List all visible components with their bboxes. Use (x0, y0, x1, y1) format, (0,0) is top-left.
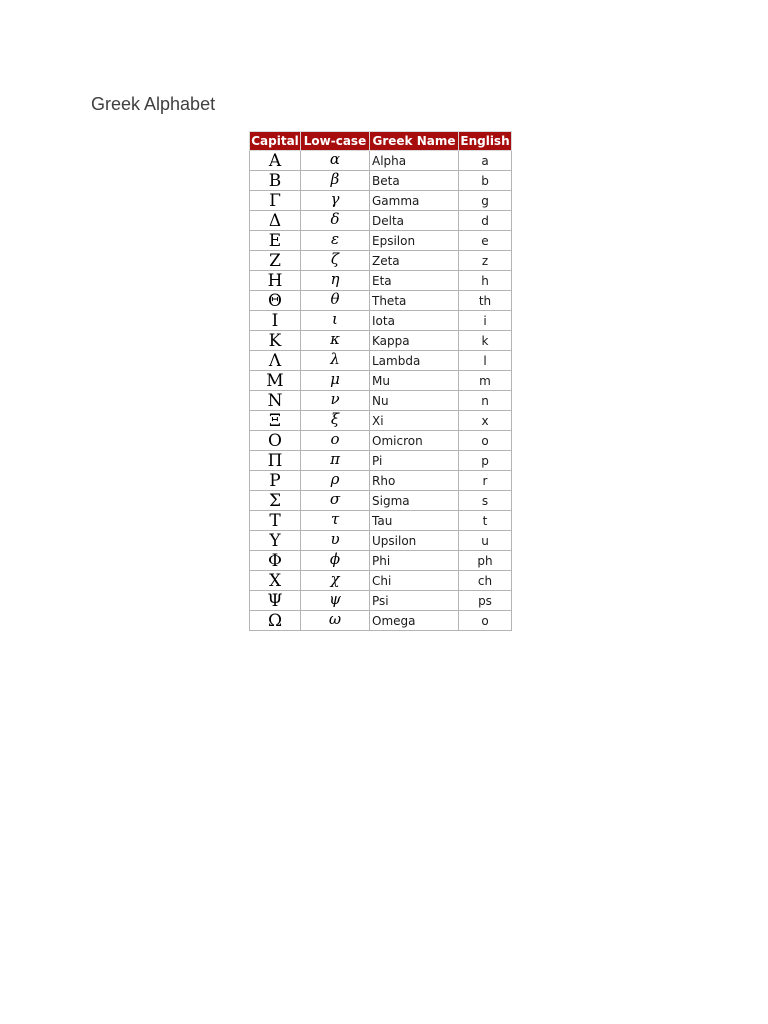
table-row (250, 231, 512, 251)
page-title: Greek Alphabet (91, 94, 216, 114)
table-row (250, 351, 512, 371)
table-row (250, 571, 512, 591)
greek-name-cell: Alpha (370, 151, 459, 171)
capital-letter-cell: Θ (250, 291, 301, 311)
table-row (250, 171, 512, 191)
greek-name-cell: Omega (370, 611, 459, 631)
capital-letter-cell: Δ (250, 211, 301, 231)
table-row (250, 611, 512, 631)
english-equivalent-cell: t (459, 511, 512, 531)
capital-letter-cell: Η (250, 271, 301, 291)
lowercase-letter-cell: ψ (301, 591, 370, 611)
greek-name-cell: Mu (370, 371, 459, 391)
lowercase-letter-cell: β (301, 171, 370, 191)
capital-letter-cell: Λ (250, 351, 301, 371)
lowercase-letter-cell: ι (301, 311, 370, 331)
lowercase-letter-cell: ε (301, 231, 370, 251)
lowercase-letter-cell: σ (301, 491, 370, 511)
table-row (250, 431, 512, 451)
lowercase-letter-cell: ο (301, 431, 370, 451)
lowercase-letter-cell: α (301, 151, 370, 171)
english-equivalent-cell: d (459, 211, 512, 231)
greek-name-cell: Theta (370, 291, 459, 311)
capital-letter-cell: Ε (250, 231, 301, 251)
lowercase-letter-cell: δ (301, 211, 370, 231)
table-row (250, 251, 512, 271)
table-body (250, 151, 512, 631)
lowercase-letter-cell: ϕ (301, 551, 370, 571)
capital-letter-cell: Χ (250, 571, 301, 591)
lowercase-letter-cell: κ (301, 331, 370, 351)
greek-name-cell: Lambda (370, 351, 459, 371)
capital-letter-cell: Γ (250, 191, 301, 211)
greek-name-cell: Eta (370, 271, 459, 291)
english-equivalent-cell: p (459, 451, 512, 471)
capital-letter-cell: Π (250, 451, 301, 471)
greek-name-cell: Zeta (370, 251, 459, 271)
greek-name-cell: Iota (370, 311, 459, 331)
english-equivalent-cell: n (459, 391, 512, 411)
column-header-greek-name: Greek Name (370, 132, 459, 151)
capital-letter-cell: Φ (250, 551, 301, 571)
table-row (250, 271, 512, 291)
english-equivalent-cell: k (459, 331, 512, 351)
english-equivalent-cell: o (459, 431, 512, 451)
greek-name-cell: Phi (370, 551, 459, 571)
table-row (250, 311, 512, 331)
greek-name-cell: Omicron (370, 431, 459, 451)
english-equivalent-cell: e (459, 231, 512, 251)
greek-name-cell: Pi (370, 451, 459, 471)
table-row (250, 511, 512, 531)
english-equivalent-cell: r (459, 471, 512, 491)
greek-name-cell: Nu (370, 391, 459, 411)
capital-letter-cell: Ξ (250, 411, 301, 431)
capital-letter-cell: Τ (250, 511, 301, 531)
lowercase-letter-cell: χ (301, 571, 370, 591)
lowercase-letter-cell: γ (301, 191, 370, 211)
table-row (250, 391, 512, 411)
lowercase-letter-cell: υ (301, 531, 370, 551)
greek-name-cell: Tau (370, 511, 459, 531)
greek-name-cell: Upsilon (370, 531, 459, 551)
table-row (250, 291, 512, 311)
english-equivalent-cell: s (459, 491, 512, 511)
capital-letter-cell: Υ (250, 531, 301, 551)
table-row (250, 151, 512, 171)
capital-letter-cell: Ζ (250, 251, 301, 271)
table-row (250, 371, 512, 391)
greek-name-cell: Gamma (370, 191, 459, 211)
table-row (250, 331, 512, 351)
greek-name-cell: Epsilon (370, 231, 459, 251)
capital-letter-cell: Α (250, 151, 301, 171)
english-equivalent-cell: z (459, 251, 512, 271)
lowercase-letter-cell: ζ (301, 251, 370, 271)
english-equivalent-cell: th (459, 291, 512, 311)
greek-name-cell: Delta (370, 211, 459, 231)
english-equivalent-cell: m (459, 371, 512, 391)
english-equivalent-cell: o (459, 611, 512, 631)
table-row (250, 191, 512, 211)
greek-name-cell: Sigma (370, 491, 459, 511)
greek-name-cell: Rho (370, 471, 459, 491)
english-equivalent-cell: a (459, 151, 512, 171)
lowercase-letter-cell: ν (301, 391, 370, 411)
greek-name-cell: Kappa (370, 331, 459, 351)
capital-letter-cell: Ο (250, 431, 301, 451)
table-row (250, 491, 512, 511)
english-equivalent-cell: ch (459, 571, 512, 591)
column-header-capital: Capital (250, 132, 301, 151)
lowercase-letter-cell: τ (301, 511, 370, 531)
column-header-lowercase: Low-case (301, 132, 370, 151)
table-row (250, 551, 512, 571)
lowercase-letter-cell: μ (301, 371, 370, 391)
greek-name-cell: Chi (370, 571, 459, 591)
capital-letter-cell: Ω (250, 611, 301, 631)
english-equivalent-cell: ps (459, 591, 512, 611)
english-equivalent-cell: h (459, 271, 512, 291)
english-equivalent-cell: l (459, 351, 512, 371)
lowercase-letter-cell: η (301, 271, 370, 291)
capital-letter-cell: Ρ (250, 471, 301, 491)
lowercase-letter-cell: ξ (301, 411, 370, 431)
lowercase-letter-cell: ρ (301, 471, 370, 491)
table-header (250, 132, 512, 151)
table-row (250, 591, 512, 611)
table-row (250, 211, 512, 231)
greek-alphabet-table (249, 131, 512, 631)
lowercase-letter-cell: λ (301, 351, 370, 371)
header-row (250, 132, 512, 151)
table-row (250, 471, 512, 491)
lowercase-letter-cell: ω (301, 611, 370, 631)
lowercase-letter-cell: π (301, 451, 370, 471)
table-row (250, 531, 512, 551)
greek-name-cell: Xi (370, 411, 459, 431)
capital-letter-cell: Ν (250, 391, 301, 411)
greek-name-cell: Psi (370, 591, 459, 611)
english-equivalent-cell: u (459, 531, 512, 551)
capital-letter-cell: Μ (250, 371, 301, 391)
capital-letter-cell: Κ (250, 331, 301, 351)
lowercase-letter-cell: θ (301, 291, 370, 311)
capital-letter-cell: Σ (250, 491, 301, 511)
table-row (250, 451, 512, 471)
column-header-english: English (459, 132, 512, 151)
english-equivalent-cell: g (459, 191, 512, 211)
table-row (250, 411, 512, 431)
capital-letter-cell: Β (250, 171, 301, 191)
english-equivalent-cell: x (459, 411, 512, 431)
greek-name-cell: Beta (370, 171, 459, 191)
english-equivalent-cell: i (459, 311, 512, 331)
english-equivalent-cell: b (459, 171, 512, 191)
capital-letter-cell: Ψ (250, 591, 301, 611)
capital-letter-cell: Ι (250, 311, 301, 331)
english-equivalent-cell: ph (459, 551, 512, 571)
